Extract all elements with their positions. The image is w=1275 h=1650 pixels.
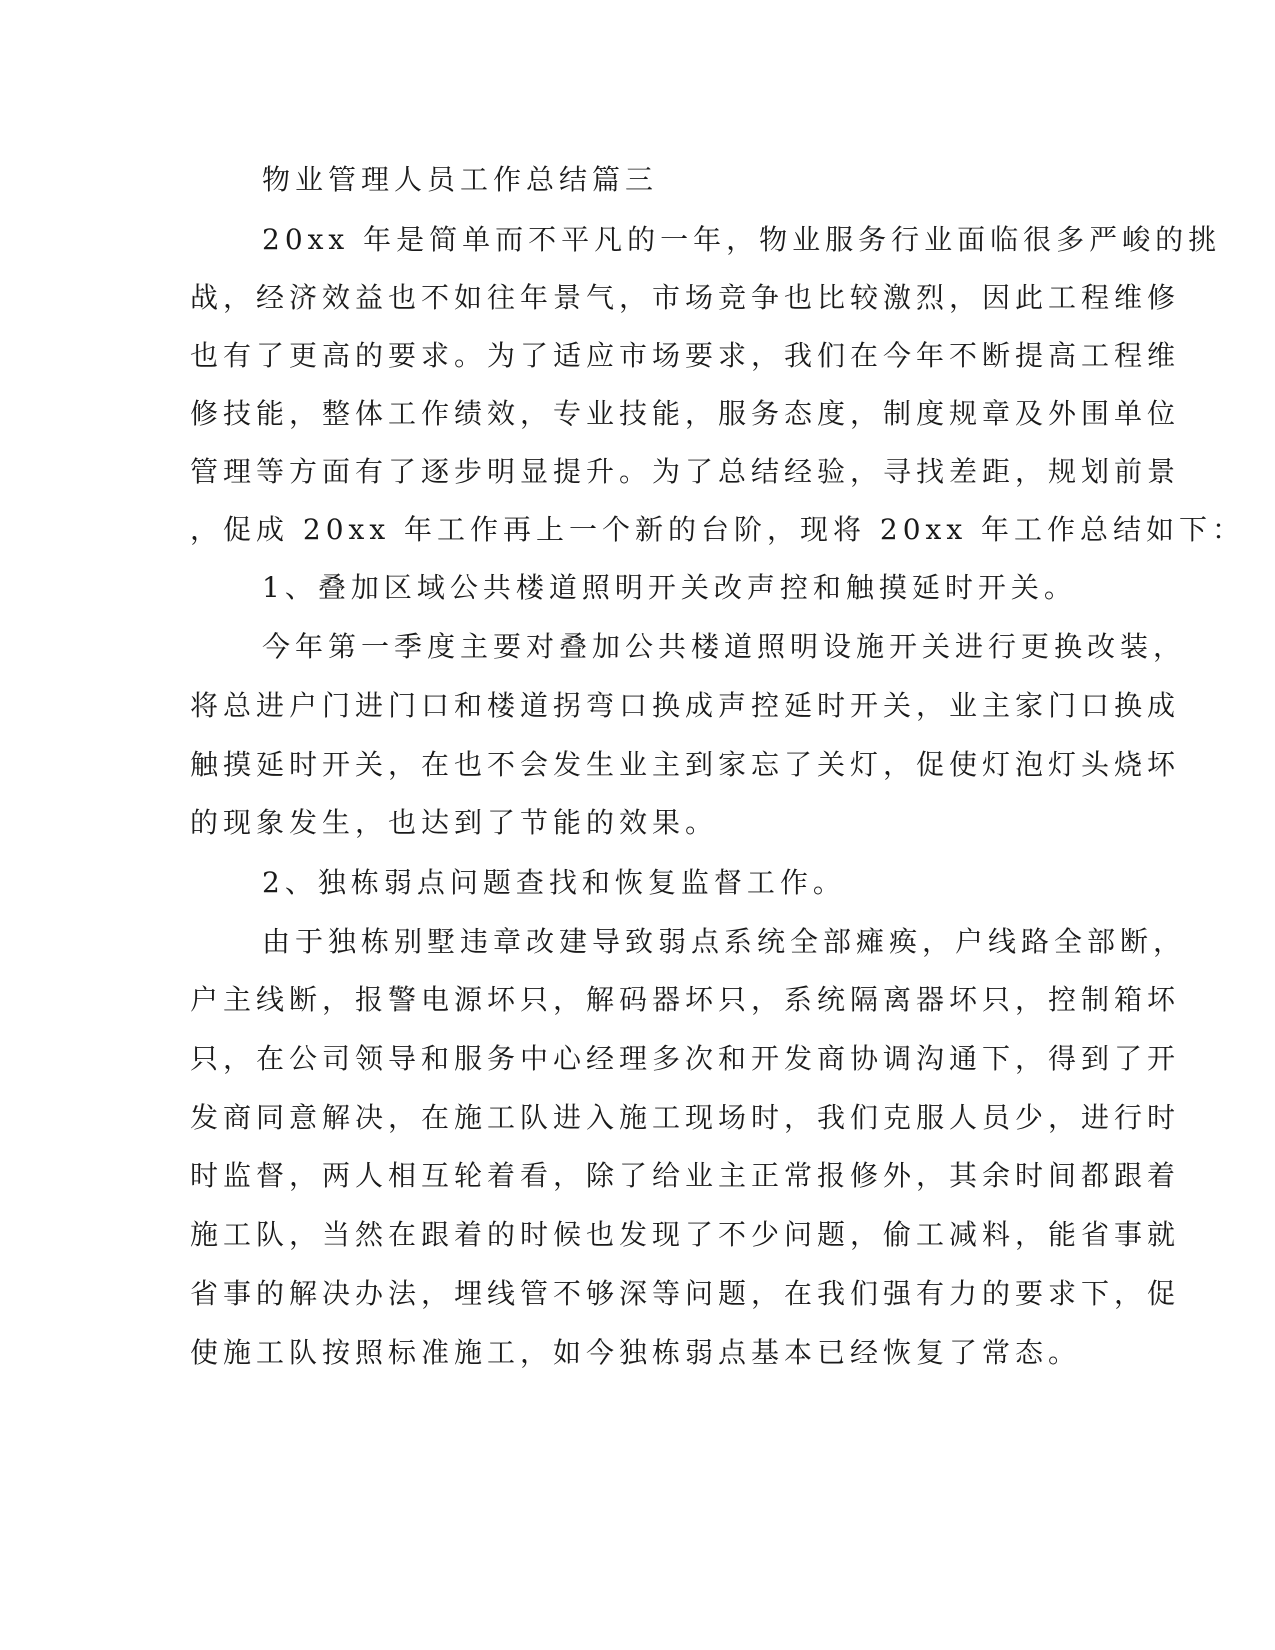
paragraph-line: ，促成 20xx 年工作再上一个新的台阶，现将 20xx 年工作总结如下： [190,513,1246,546]
paragraph-line: 时监督，两人相互轮着看，除了给业主正常报修外，其余时间都跟着 [190,1159,1181,1192]
paragraph-line: 也有了更高的要求。为了适应市场要求，我们在今年不断提高工程维 [190,339,1181,372]
section-heading: 2、独栋弱点问题查找和恢复监督工作。 [262,866,846,899]
paragraph-line: 今年第一季度主要对叠加公共楼道照明设施开关进行更换改装， [262,630,1187,663]
paragraph-line: 将总进户门进门口和楼道拐弯口换成声控延时开关，业主家门口换成 [190,689,1181,722]
paragraph-line: 使施工队按照标准施工，如今独栋弱点基本已经恢复了常态。 [190,1336,1082,1369]
paragraph-line: 省事的解决办法，埋线管不够深等问题，在我们强有力的要求下，促 [190,1277,1181,1310]
document-title: 物业管理人员工作总结篇三 [262,163,659,196]
section-heading: 1、叠加区域公共楼道照明开关改声控和触摸延时开关。 [262,571,1077,604]
paragraph-line: 只，在公司领导和服务中心经理多次和开发商协调沟通下，得到了开 [190,1042,1181,1075]
paragraph-line: 触摸延时开关，在也不会发生业主到家忘了关灯，促使灯泡灯头烧坏 [190,748,1181,781]
paragraph-line: 战，经济效益也不如往年景气，市场竞争也比较激烈，因此工程维修 [190,281,1181,314]
paragraph-line: 的现象发生，也达到了节能的效果。 [190,806,719,839]
paragraph-line: 发商同意解决，在施工队进入施工现场时，我们克服人员少，进行时 [190,1101,1181,1134]
paragraph-line: 户主线断，报警电源坏只，解码器坏只，系统隔离器坏只，控制箱坏 [190,983,1181,1016]
paragraph-line: 施工队，当然在跟着的时候也发现了不少问题，偷工减料，能省事就 [190,1218,1181,1251]
paragraph-line: 管理等方面有了逐步明显提升。为了总结经验，寻找差距，规划前景 [190,455,1181,488]
paragraph-line: 由于独栋别墅违章改建导致弱点系统全部瘫痪，户线路全部断， [262,925,1187,958]
paragraph-line: 修技能，整体工作绩效，专业技能，服务态度，制度规章及外围单位 [190,397,1181,430]
paragraph-line: 20xx 年是简单而不平凡的一年，物业服务行业面临很多严峻的挑 [262,223,1222,256]
